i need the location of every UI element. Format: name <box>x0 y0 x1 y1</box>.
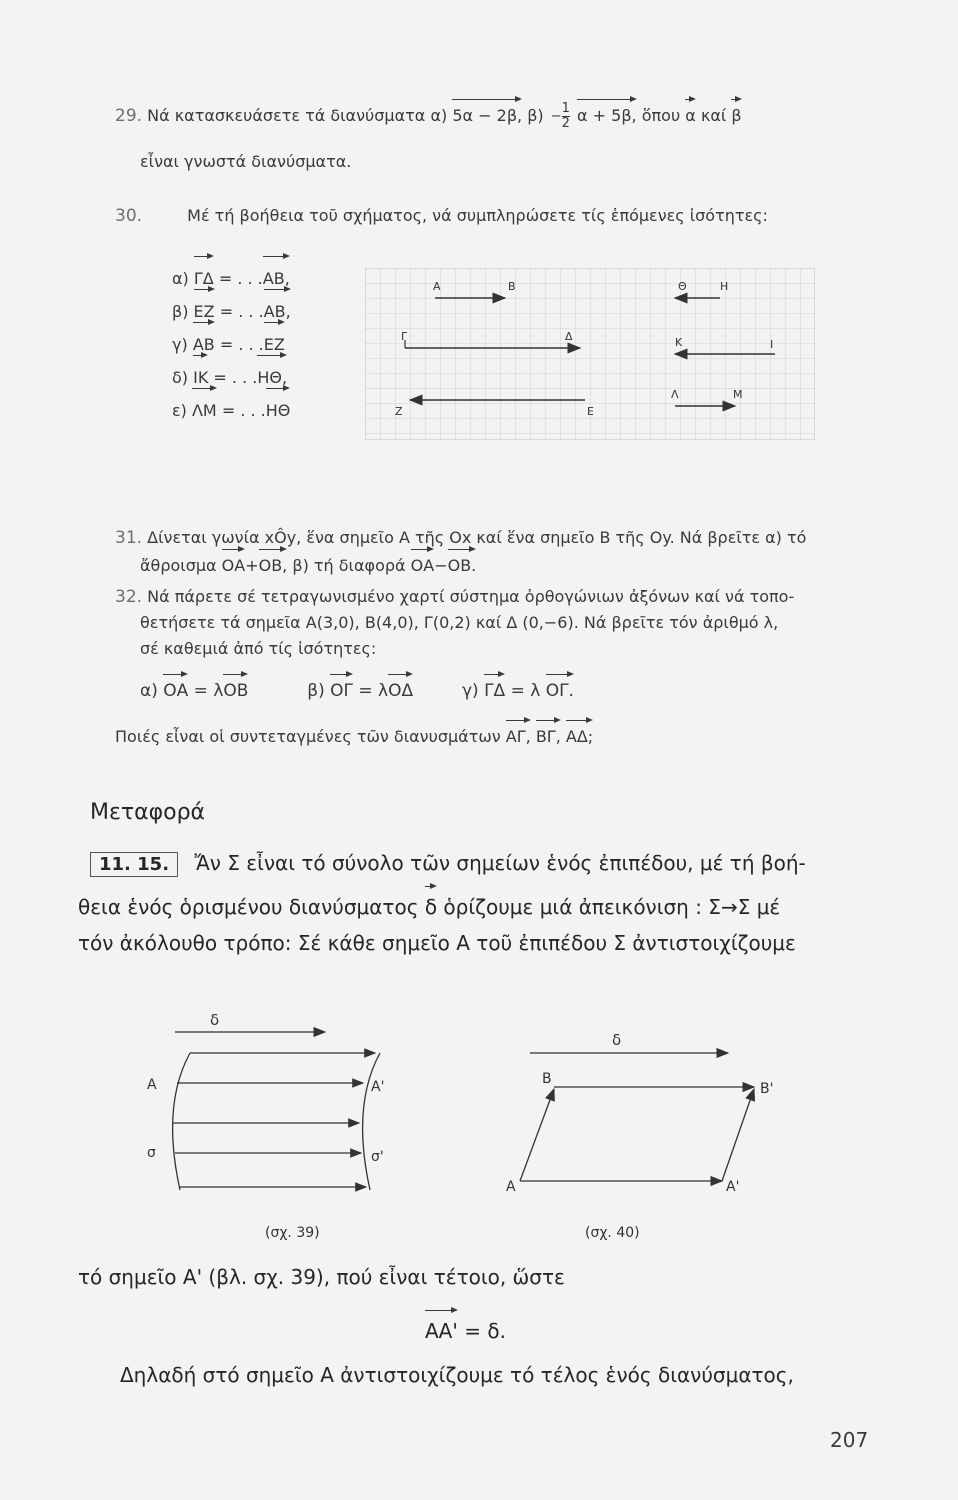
item-rhs: ΕΖ <box>264 328 285 361</box>
fig39-delta-label: δ <box>210 1011 220 1029</box>
section-text2a: θεια ἑνός ὁρισμένου διανύσματος <box>78 895 419 919</box>
ex30-number: 30. <box>115 206 143 226</box>
eq-b-rhs: ΟΔ <box>388 681 414 701</box>
label-Z: Ζ <box>395 405 403 418</box>
ex30-grid-figure <box>365 268 815 440</box>
item-label: δ) <box>172 368 189 387</box>
label-B: Β <box>508 280 516 293</box>
label-H: Η <box>720 280 729 293</box>
ex31-vec-oa2: ΟΑ <box>410 556 435 575</box>
ex31-text-b: , ἕνα σημεῖο Α τῆς Ox καί ἕνα σημεῖο Β τῆς Oy. Νά βρεῖτε α) τό <box>296 528 807 547</box>
fig39-curve-sigma-prime <box>362 1053 380 1190</box>
ex32-line3: σέ καθεμιά ἀπό τίς ἰσότητες: <box>140 639 377 658</box>
ex29-text: Νά κατασκευάσετε τά διανύσματα <box>147 106 426 125</box>
section-title: Μεταφορά <box>90 800 206 825</box>
item-lhs: ΛΜ <box>192 394 217 427</box>
ex32-line2: θετήσετε τά σημεῖα Α(3,0), Β(4,0), Γ(0,2) καί Δ (0,−6). Νά βρεῖτε τόν ἀριθμό λ, <box>140 613 779 632</box>
fig39-label-A: Α <box>147 1077 157 1093</box>
fig40-arrow-ab <box>520 1089 554 1181</box>
fig39-curve-sigma <box>172 1053 190 1190</box>
fig39-label-sigma: σ <box>147 1145 156 1161</box>
ex32-line1 <box>115 586 794 608</box>
item-eq: = . . . <box>214 335 264 354</box>
item-label: ε) <box>172 401 187 420</box>
ex29-frac-num: 1 <box>561 101 570 116</box>
ex32-text1: Νά πάρετε σέ τετραγωνισμένο χαρτί σύστημα ὀρθογώνιων ἀξόνων καί νά τοπο- <box>147 587 795 606</box>
item-lhs: ΕΖ <box>194 295 215 328</box>
label-Delta: Δ <box>565 330 573 343</box>
eq-b-eq: = λ <box>353 681 389 701</box>
fig39-caption: (σχ. 39) <box>265 1225 320 1241</box>
label-A: Α <box>433 280 441 293</box>
section-line1 <box>90 848 806 880</box>
section-text1: Ἄν Σ εἶναι τό σύνολο τῶν σημείων ἑνός ἐπιπέδου, μέ τή βοή- <box>194 851 806 875</box>
eq-a-eq: = λ <box>188 681 224 701</box>
fig40-arrow-a1b1 <box>722 1089 754 1181</box>
ex32-question <box>115 726 593 748</box>
ex31-plus: + <box>245 556 259 575</box>
ex31-line1 <box>115 527 806 549</box>
eq-c-rhs: ΟΓ. <box>545 681 574 701</box>
ex31-diff-text: β) τή διαφορά <box>292 556 406 575</box>
eq-a-rhs: ΟΒ <box>223 681 249 701</box>
ex30-intro <box>115 205 768 227</box>
eq-c-eq: = λ <box>505 681 541 701</box>
section-equation <box>425 1316 506 1346</box>
section-text2b: ὁρίζουμε μιά ἀπεικόνιση : Σ→Σ μέ <box>443 895 781 919</box>
ex30-items <box>172 262 291 427</box>
section-line5: Δηλαδή στό σημεῖο Α ἀντιστοιχίζουμε τό τέλος ἑνός διανύσματος, <box>120 1363 794 1387</box>
ex29-expr-b: α + 5β, <box>577 106 637 125</box>
ex32-equations <box>140 680 574 702</box>
eq-c-lhs: ΓΔ <box>484 681 506 701</box>
section-line2 <box>78 892 780 922</box>
fig40-label-A: Α <box>506 1179 516 1195</box>
figure-39 <box>135 1005 435 1245</box>
ex29-line2: εἶναι γνωστά διανύσματα. <box>140 152 352 171</box>
ex31-minus: − <box>434 556 448 575</box>
equation-rhs: = δ. <box>457 1319 506 1343</box>
ex29-where: ὅπου <box>641 106 681 125</box>
item-lhs: ΙΚ <box>193 361 208 394</box>
ex29-beta: β <box>731 106 742 125</box>
item-eq: = . . . <box>213 269 263 288</box>
ex31-vec-ob2: ΟΒ. <box>447 556 477 575</box>
eq-b-lhs: ΟΓ <box>330 681 353 701</box>
ex29-fraction: − $\frac{1}{2}$ <box>550 101 570 131</box>
fig40-caption: (σχ. 40) <box>585 1225 640 1241</box>
item-label: γ) <box>172 335 188 354</box>
figure-40 <box>490 1005 790 1245</box>
ex29-kai: καί <box>700 106 727 125</box>
ex31-text-a: Δίνεται γωνία <box>147 528 260 547</box>
ex30-item-e <box>172 394 291 427</box>
ex29-expr-a: 5α − 2β, <box>452 106 523 125</box>
item-lhs: ΑΒ <box>193 328 215 361</box>
ex29-a-label: α) <box>430 106 448 125</box>
fig40-label-B: Β <box>542 1071 552 1087</box>
ex32-number: 32. <box>115 587 143 607</box>
ex29-alpha: α <box>685 106 696 125</box>
fig40-label-A1: Α' <box>726 1179 740 1195</box>
item-label: α) <box>172 269 189 288</box>
section-number-box: 11. 15. <box>90 852 178 877</box>
ex32-vec-bg: ΒΓ, <box>535 727 561 746</box>
item-label: β) <box>172 302 189 321</box>
section-line3: τόν ἀκόλουθο τρόπο: Σέ κάθε σημεῖο Α τοῦ ἐπιπέδου Σ ἀντιστοιχίζουμε <box>78 931 796 955</box>
ex32-question-text: Ποιές εἶναι οἱ συντεταγμένες τῶν διανυσμάτων <box>115 727 501 746</box>
label-Gamma: Γ <box>401 330 408 343</box>
item-lhs: ΓΔ <box>194 262 214 295</box>
label-E: Ε <box>587 405 594 418</box>
section-delta: δ <box>425 892 437 922</box>
equation-lhs: ΑΑ' <box>425 1316 458 1346</box>
ex30-intro-text: Μέ τή βοήθεια τοῦ σχήματος, νά συμπληρώσετε τίς ἑπόμενες ἰσότητες: <box>187 206 768 225</box>
label-Theta: Θ <box>678 280 687 293</box>
ex31-angle: xÔy <box>264 528 297 547</box>
ex32-vec-ag: ΑΓ, <box>505 727 531 746</box>
label-M: Μ <box>733 388 743 401</box>
ex29-b-label: β) <box>527 106 544 125</box>
item-rhs: ΗΘ, <box>257 361 287 394</box>
item-eq: = . . . <box>214 302 264 321</box>
ex31-line2 <box>140 555 476 577</box>
item-rhs: ΑΒ, <box>264 295 291 328</box>
eq-c-label: γ) <box>461 681 479 701</box>
ex32-vec-ad: ΑΔ; <box>565 727 594 746</box>
ex29-line1 <box>115 102 742 131</box>
fig39-label-sigma1: σ' <box>371 1149 384 1165</box>
eq-a-label: α) <box>140 681 158 701</box>
fig39-label-A1: Α' <box>371 1079 385 1095</box>
fig40-delta-label: δ <box>612 1031 622 1049</box>
fig40-label-B1: Β' <box>760 1081 774 1097</box>
label-K: Κ <box>675 336 683 349</box>
ex29-frac-den: 2 <box>561 116 570 131</box>
ex29-number: 29. <box>115 106 143 126</box>
ex31-number: 31. <box>115 528 143 548</box>
item-eq: = . . . <box>216 401 266 420</box>
item-rhs: ΗΘ <box>266 394 291 427</box>
label-I: Ι <box>770 338 774 351</box>
label-Lambda: Λ <box>671 388 679 401</box>
ex31-sum-text: ἄθροισμα <box>140 556 217 575</box>
ex31-vec-ob: ΟΒ, <box>258 556 288 575</box>
eq-b-label: β) <box>307 681 325 701</box>
page-number: 207 <box>830 1428 869 1452</box>
item-rhs: ΑΒ, <box>263 262 290 295</box>
item-eq: = . . . <box>208 368 258 387</box>
ex31-vec-oa: ΟΑ <box>221 556 246 575</box>
eq-a-lhs: ΟΑ <box>163 681 189 701</box>
section-line4: τό σημεῖο Α' (βλ. σχ. 39), πού εἶναι τέτοιο, ὥστε <box>78 1265 565 1289</box>
